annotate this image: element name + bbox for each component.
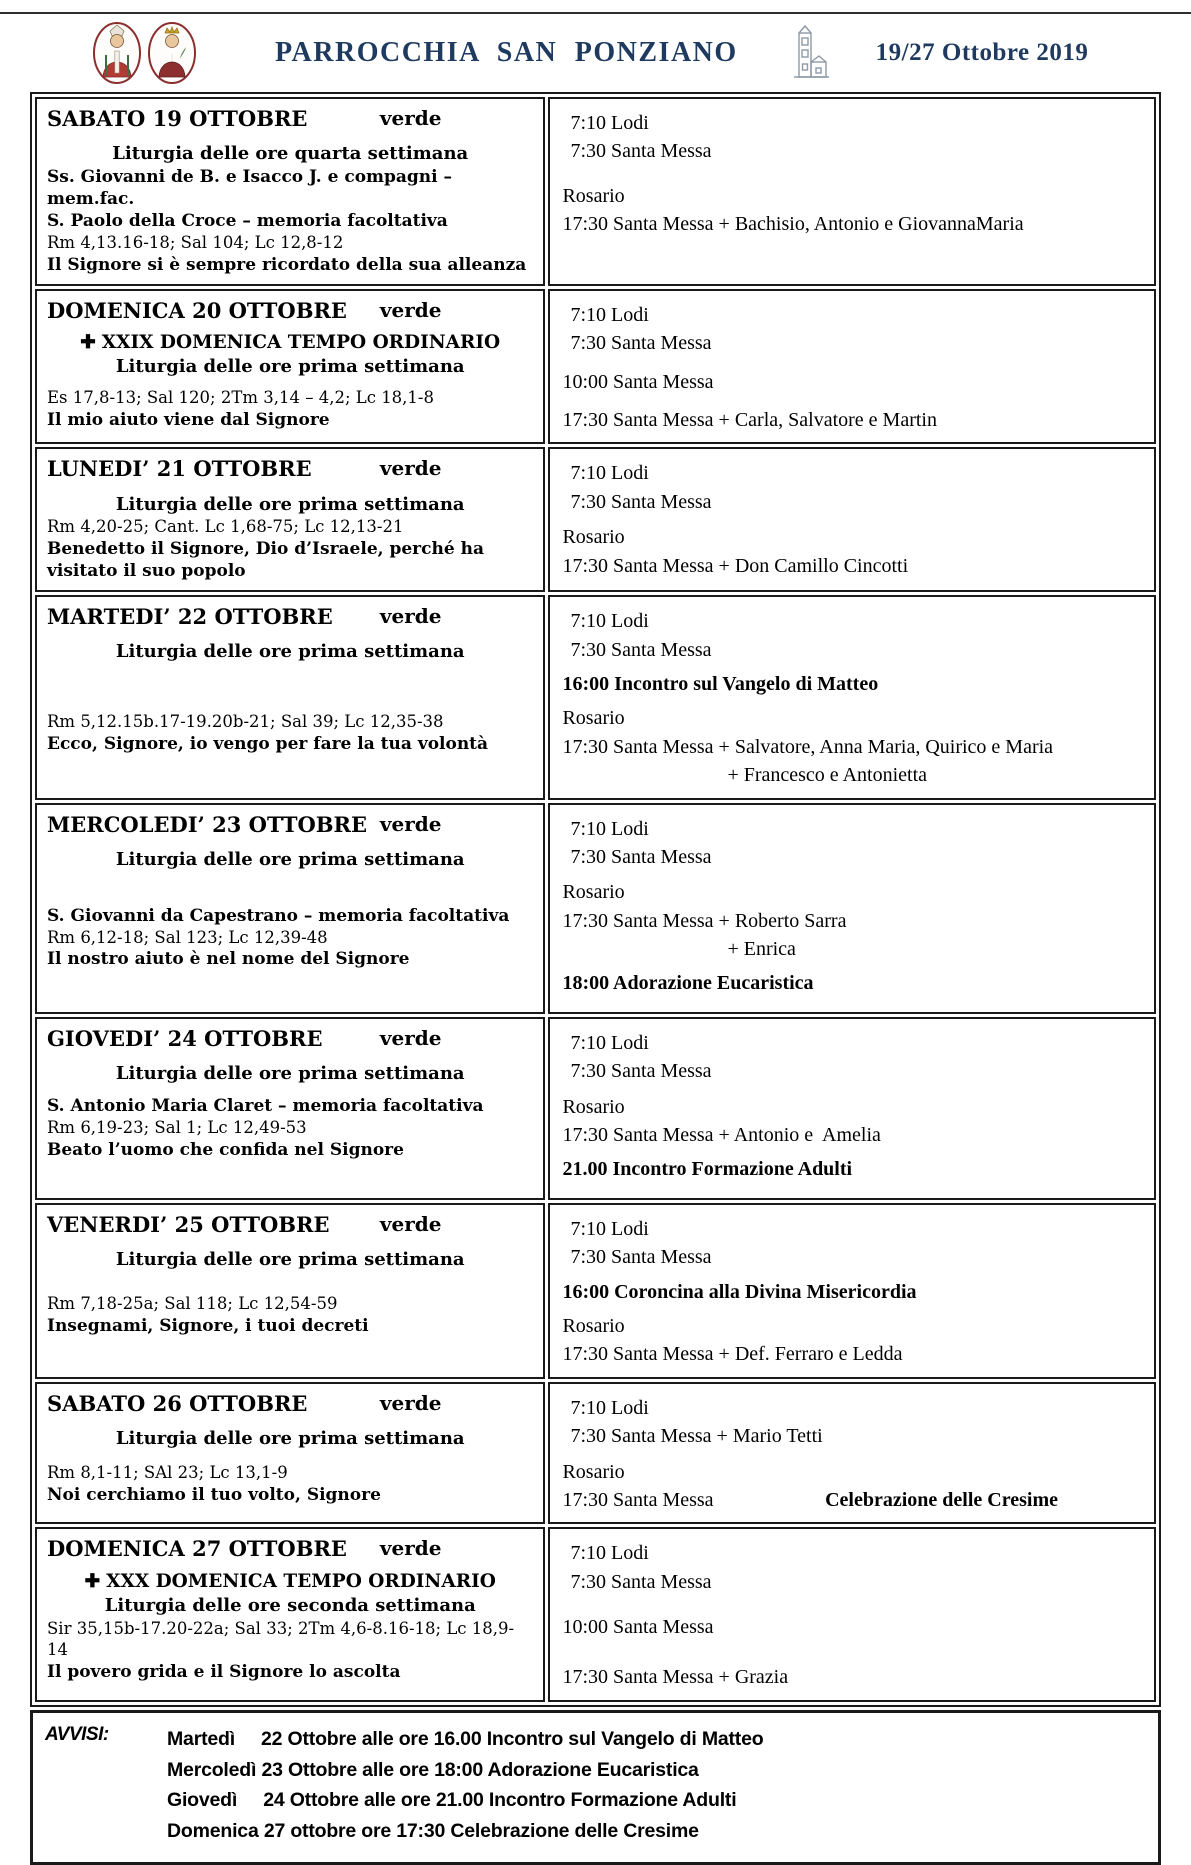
- liturgia-week: Liturgia delle ore prima settimana: [115, 1428, 465, 1449]
- schedule-line: [562, 704, 1146, 732]
- day-row: [35, 97, 1156, 286]
- psalm-response: Ecco, Signore, io vengo per fare la tua volontà: [47, 734, 489, 755]
- schedule-line: [562, 843, 1146, 871]
- day-heading: [47, 298, 533, 324]
- schedule-text: 17:30 Santa Messa + Don Camillo Cincotti: [562, 554, 909, 577]
- day-schedule-cell: [548, 1017, 1156, 1200]
- schedule-line: [562, 907, 1146, 935]
- schedule-text: 17:30 Santa Messa + Grazia: [562, 1666, 789, 1689]
- readings-line: Rm 4,20-25; Cant. Lc 1,68-75; Lc 12,13-21: [47, 517, 404, 537]
- liturgical-color-label: verde: [379, 1536, 442, 1561]
- date-range: 19/27 Ottobre 2019: [875, 39, 1089, 66]
- day-heading: [47, 106, 533, 132]
- schedule-line: [562, 878, 1146, 906]
- liturgical-color-label: verde: [379, 297, 442, 322]
- day-row: [35, 1203, 1156, 1379]
- schedule-line: [562, 1663, 1146, 1691]
- readings-block: [47, 905, 533, 971]
- readings-block: [47, 1095, 533, 1161]
- readings-block: [47, 387, 533, 431]
- schedule-line: [562, 636, 1146, 664]
- liturgia-week: Liturgia delle ore prima settimana: [115, 848, 465, 870]
- readings-line: Rm 6,12-18; Sal 123; Lc 12,39-48: [47, 927, 328, 947]
- schedule-line: [562, 1057, 1146, 1085]
- schedule-text: 17:30 Santa Messa + Salvatore, Anna Maria, Quirico e Maria: [562, 735, 1054, 758]
- schedule-text: Rosario: [562, 526, 625, 549]
- schedule-line: [562, 109, 1146, 137]
- liturgical-color-label: verde: [379, 456, 442, 481]
- schedule-text: 17:30 Santa Messa + Def. Ferraro e Ledda: [562, 1343, 903, 1366]
- schedule-text: 16:00 Coroncina alla Divina Misericordia: [562, 1280, 917, 1303]
- day-name: VENERDI’ 25 OTTOBRE: [47, 1211, 330, 1237]
- day-heading: [47, 456, 533, 482]
- memorial-line: S. Antonio Maria Claret – memoria facoltativa: [47, 1095, 484, 1116]
- saint-pontian-medallion-icon: [92, 21, 142, 85]
- schedule-line: [562, 1340, 1146, 1368]
- day-info-cell: [35, 1203, 545, 1379]
- schedule-text: 7:30 Santa Messa: [570, 1246, 712, 1269]
- day-name: MARTEDI’ 22 OTTOBRE: [47, 604, 333, 630]
- schedule-line: [562, 329, 1146, 357]
- schedule-line: [562, 182, 1146, 210]
- schedule-text: 17:30 Santa Messa: [562, 1488, 714, 1511]
- day-row: [35, 1382, 1156, 1525]
- day-schedule-cell: [548, 97, 1156, 286]
- schedule-table-body: [35, 97, 1156, 1702]
- schedule-line: [562, 368, 1146, 396]
- liturgia-week: Liturgia delle ore prima settimana: [115, 641, 465, 663]
- schedule-text: 7:30 Santa Messa + Mario Tetti: [570, 1425, 823, 1448]
- readings-block: [47, 1293, 533, 1337]
- readings-line: Rm 8,1-11; SAl 23; Lc 13,1-9: [47, 1462, 288, 1482]
- page-title: PARROCCHIA SAN PONZIANO: [275, 37, 738, 68]
- day-row: [35, 595, 1156, 799]
- feast-name: XXIX DOMENICA TEMPO ORDINARIO: [101, 332, 501, 354]
- day-name: MERCOLEDI’ 23 OTTOBRE: [47, 811, 367, 837]
- avvisi-line: Domenica 27 ottobre ore 17:30 Celebrazione delle Cresime: [167, 1820, 699, 1843]
- schedule-text: 7:30 Santa Messa: [570, 845, 712, 868]
- schedule-line: [562, 523, 1146, 551]
- readings-line: Rm 6,19-23; Sal 1; Lc 12,49-53: [47, 1117, 307, 1137]
- day-schedule-cell: [548, 447, 1156, 592]
- schedule-text: 7:30 Santa Messa: [570, 140, 712, 163]
- schedule-text: 18:00 Adorazione Eucaristica: [562, 972, 814, 995]
- schedule-text: 7:10 Lodi: [570, 610, 649, 633]
- liturgical-color-label: verde: [379, 811, 442, 836]
- avvisi-lines: [167, 1724, 763, 1847]
- day-heading: [47, 1536, 533, 1562]
- readings-line: Rm 7,18-25a; Sal 118; Lc 12,54-59: [47, 1293, 338, 1313]
- bell-tower-icon: [786, 24, 832, 86]
- schedule-text: 7:10 Lodi: [570, 1396, 649, 1419]
- psalm-response: Il nostro aiuto è nel nome del Signore: [47, 949, 410, 970]
- liturgia-week: Liturgia delle ore prima settimana: [115, 493, 465, 515]
- feast-name: XXX DOMENICA TEMPO ORDINARIO: [106, 1570, 496, 1592]
- day-info-cell: [35, 1382, 545, 1525]
- schedule-text: 7:10 Lodi: [570, 1542, 649, 1565]
- saint-martyr-medallion-icon: [147, 21, 197, 85]
- schedule-highlight: Celebrazione delle Cresime: [825, 1488, 1058, 1511]
- day-info-cell: [35, 289, 545, 445]
- schedule-line: [562, 1278, 1146, 1306]
- liturgical-color-label: verde: [379, 1025, 442, 1050]
- schedule-text: 7:10 Lodi: [570, 1217, 649, 1240]
- day-schedule-cell: [548, 1527, 1156, 1702]
- liturgical-color-label: verde: [379, 604, 442, 629]
- psalm-response: Il mio aiuto viene dal Signore: [47, 409, 330, 430]
- day-row: [35, 1527, 1156, 1702]
- day-info-cell: [35, 595, 545, 799]
- avvisi-line: Mercoledì 23 Ottobre alle ore 18:00 Adorazione Eucaristica: [167, 1758, 699, 1781]
- schedule-text: 21.00 Incontro Formazione Adulti: [562, 1158, 853, 1181]
- memorial-line: Ss. Giovanni de B. e Isacco J. e compagni – mem.fac.: [47, 166, 453, 209]
- feast-title: [47, 1570, 533, 1593]
- schedule-text: 7:10 Lodi: [570, 817, 649, 840]
- schedule-line: [562, 1155, 1146, 1183]
- schedule-text: Rosario: [562, 184, 625, 207]
- liturgical-color-label: verde: [379, 1390, 442, 1415]
- schedule-text: Rosario: [562, 1460, 625, 1483]
- schedule-text: 17:30 Santa Messa + Bachisio, Antonio e GiovannaMaria: [562, 213, 1024, 236]
- day-schedule-cell: [548, 803, 1156, 1014]
- schedule-text: 7:10 Lodi: [570, 112, 649, 134]
- schedule-line: [562, 935, 1146, 963]
- day-name: SABATO 19 OTTOBRE: [47, 106, 308, 131]
- schedule-text: 16:00 Incontro sul Vangelo di Matteo: [562, 672, 879, 695]
- schedule-text: 17:30 Santa Messa + Carla, Salvatore e Martin: [562, 409, 937, 432]
- day-schedule-cell: [548, 289, 1156, 445]
- readings-block: [47, 1462, 533, 1506]
- day-heading: [47, 812, 533, 838]
- cross-icon: ✚: [84, 1570, 101, 1592]
- schedule-text: 7:10 Lodi: [570, 303, 649, 326]
- day-info-cell: [35, 1527, 545, 1702]
- day-name: DOMENICA 20 OTTOBRE: [47, 297, 347, 323]
- day-info-cell: [35, 1017, 545, 1200]
- schedule-text: 10:00 Santa Messa: [562, 370, 714, 393]
- schedule-line: [562, 1243, 1146, 1271]
- day-name: SABATO 26 OTTOBRE: [47, 1390, 308, 1416]
- day-heading: [47, 1391, 533, 1417]
- cross-icon: ✚: [80, 332, 96, 354]
- readings-line: Rm 5,12.15b.17-19.20b-21; Sal 39; Lc 12,35-38: [47, 712, 444, 732]
- schedule-text: 17:30 Santa Messa + Roberto Sarra: [562, 909, 847, 932]
- schedule-line: [562, 670, 1146, 698]
- liturgia-week: Liturgia delle ore seconda settimana: [104, 1594, 476, 1616]
- readings-line: Sir 35,15b-17.20-22a; Sal 33; 2Tm 4,6-8.16-18; Lc 18,9-14: [47, 1618, 515, 1660]
- schedule-line: [562, 1215, 1146, 1243]
- day-heading: [47, 1026, 533, 1052]
- day-row: [35, 1017, 1156, 1200]
- memorial-line: S. Paolo della Croce – memoria facoltativa: [47, 210, 448, 231]
- schedule-line: [562, 1422, 1146, 1450]
- schedule-line: [562, 969, 1146, 997]
- schedule-text: 7:30 Santa Messa: [570, 490, 712, 513]
- schedule-line: [562, 1312, 1146, 1340]
- liturgical-color-label: verde: [379, 1211, 442, 1236]
- schedule-line: [562, 1568, 1146, 1596]
- schedule-line: [562, 733, 1146, 761]
- day-heading: [47, 1212, 533, 1238]
- schedule-line: [562, 301, 1146, 329]
- schedule-line: [562, 607, 1146, 635]
- psalm-response: Insegnami, Signore, i tuoi decreti: [47, 1315, 369, 1336]
- schedule-line: [562, 815, 1146, 843]
- schedule-text: 17:30 Santa Messa + Antonio e Amelia: [562, 1124, 881, 1147]
- psalm-response: Benedetto il Signore, Dio d’Israele, perché ha visitato il suo popolo: [47, 538, 484, 582]
- day-heading: [47, 604, 533, 630]
- schedule-line: [562, 406, 1146, 434]
- avvisi-line: Giovedì 24 Ottobre alle ore 21.00 Incontro Formazione Adulti: [167, 1789, 737, 1812]
- memorial-line: S. Giovanni da Capestrano – memoria facoltativa: [47, 905, 510, 926]
- avvisi-label: AVVISI:: [45, 1723, 109, 1745]
- schedule-text: Rosario: [562, 1314, 625, 1337]
- day-name: GIOVEDI’ 24 OTTOBRE: [47, 1025, 323, 1051]
- liturgia-week: Liturgia delle ore quarta settimana: [112, 143, 469, 165]
- feast-title: [47, 331, 533, 354]
- schedule-line: [562, 761, 1146, 789]
- schedule-line: [562, 488, 1146, 516]
- schedule-text: 7:10 Lodi: [570, 1031, 649, 1054]
- schedule-line: [562, 459, 1146, 487]
- day-name: LUNEDI’ 21 OTTOBRE: [47, 456, 312, 482]
- day-row: [35, 803, 1156, 1014]
- schedule-line: [562, 1486, 1146, 1514]
- schedule-line: [562, 1029, 1146, 1057]
- schedule-line: [562, 1394, 1146, 1422]
- readings-line: Rm 4,13.16-18; Sal 104; Lc 12,8-12: [47, 233, 344, 253]
- schedule-line: [562, 1121, 1146, 1149]
- day-info-cell: [35, 97, 545, 286]
- page-header: [0, 14, 1191, 90]
- liturgical-color-label: verde: [379, 106, 442, 130]
- avvisi-line: Martedì 22 Ottobre alle ore 16.00 Incontro sul Vangelo di Matteo: [167, 1727, 764, 1750]
- schedule-line: [562, 137, 1146, 165]
- readings-block: [47, 711, 533, 755]
- day-name: DOMENICA 27 OTTOBRE: [47, 1536, 347, 1562]
- day-row: [35, 289, 1156, 445]
- schedule-text: 7:30 Santa Messa: [570, 1060, 712, 1083]
- day-schedule-cell: [548, 1382, 1156, 1525]
- schedule-text: + Francesco e Antonietta: [727, 764, 928, 787]
- parish-logos: [92, 21, 197, 85]
- day-schedule-cell: [548, 1203, 1156, 1379]
- schedule-text: Rosario: [562, 707, 625, 730]
- liturgia-week: Liturgia delle ore prima settimana: [115, 356, 465, 378]
- psalm-response: Il povero grida e il Signore lo ascolta: [47, 1662, 401, 1683]
- schedule-line: [562, 1458, 1146, 1486]
- schedule-text: 10:00 Santa Messa: [562, 1616, 714, 1639]
- weekly-schedule-table: [30, 92, 1161, 1707]
- readings-block: [47, 1618, 533, 1684]
- day-info-cell: [35, 447, 545, 592]
- psalm-response: Il Signore si è sempre ricordato della sua alleanza: [47, 254, 527, 275]
- schedule-line: [562, 1613, 1146, 1641]
- day-info-cell: [35, 803, 545, 1014]
- avvisi-section: [30, 1710, 1161, 1865]
- psalm-response: Noi cerchiamo il tuo volto, Signore: [47, 1484, 381, 1505]
- schedule-text: 7:30 Santa Messa: [570, 332, 712, 355]
- day-row: [35, 447, 1156, 592]
- readings-block: [47, 516, 533, 582]
- schedule-text: + Enrica: [727, 938, 796, 961]
- schedule-line: [562, 552, 1146, 580]
- readings-line: Es 17,8-13; Sal 120; 2Tm 3,14 – 4,2; Lc 18,1-8: [47, 388, 435, 408]
- schedule-text: Rosario: [562, 881, 625, 904]
- schedule-line: [562, 210, 1146, 238]
- schedule-line: [562, 1093, 1146, 1121]
- day-schedule-cell: [548, 595, 1156, 799]
- liturgia-week: Liturgia delle ore prima settimana: [115, 1249, 465, 1271]
- readings-block: [47, 166, 533, 276]
- schedule-text: 7:30 Santa Messa: [570, 638, 712, 661]
- schedule-text: 7:30 Santa Messa: [570, 1570, 712, 1593]
- liturgia-week: Liturgia delle ore prima settimana: [115, 1063, 465, 1085]
- schedule-text: Rosario: [562, 1095, 625, 1118]
- schedule-line: [562, 1539, 1146, 1567]
- schedule-text: 7:10 Lodi: [570, 462, 649, 485]
- psalm-response: Beato l’uomo che confida nel Signore: [47, 1139, 404, 1160]
